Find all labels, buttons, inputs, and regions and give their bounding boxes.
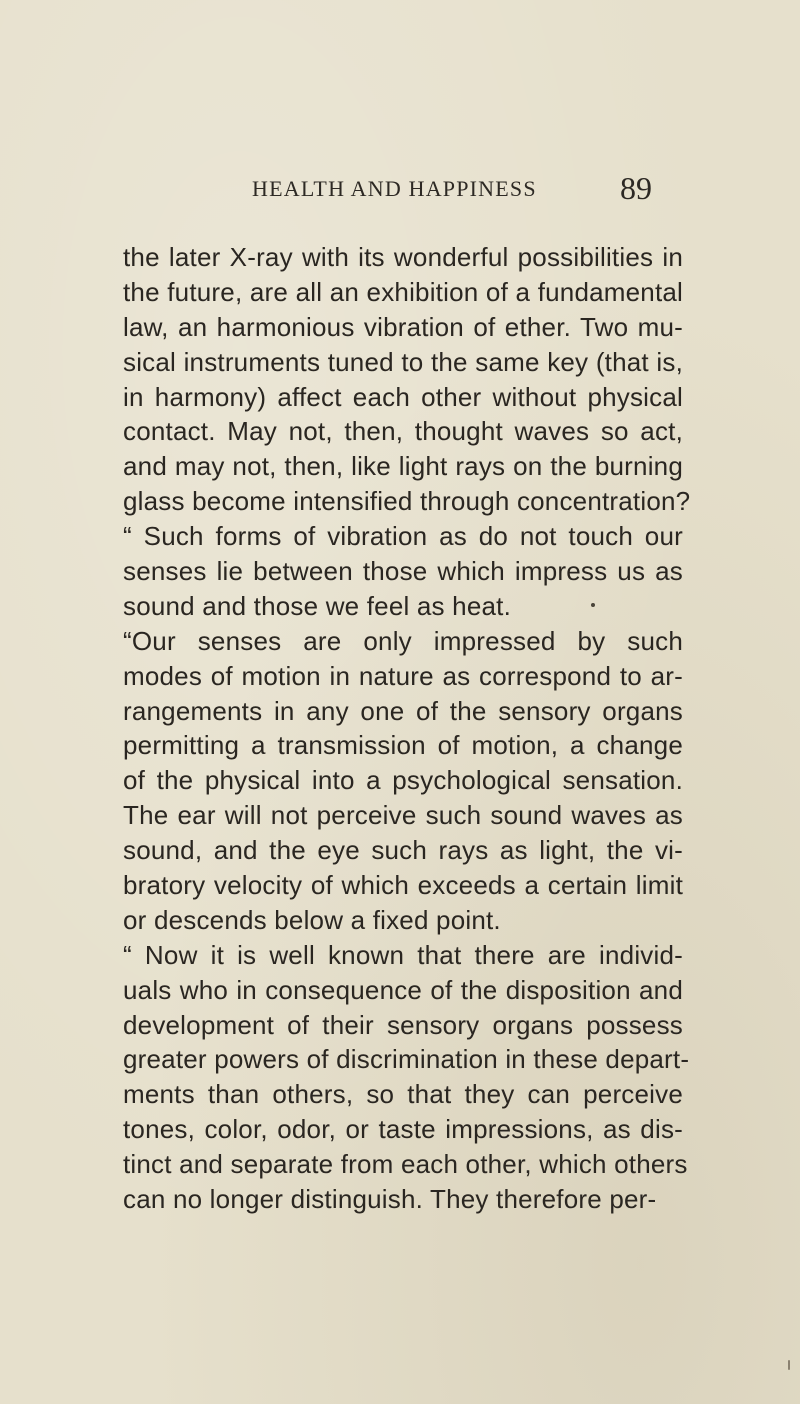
text-line: modes of motion in nature as correspond to ar- bbox=[123, 660, 683, 691]
text-line: sound and those we feel as heat. bbox=[123, 590, 512, 621]
text-line: uals who in consequence of the disposition and bbox=[123, 974, 683, 1005]
text-line: law, an harmonious vibration of ether. Two mu- bbox=[123, 311, 683, 342]
text-line: senses lie between those which impress us as bbox=[123, 556, 683, 587]
paper-speck bbox=[591, 603, 595, 607]
paper-speck bbox=[788, 1360, 790, 1370]
text-line: can no longer distinguish. They therefore per- bbox=[123, 1184, 657, 1215]
text-line: in harmony) affect each other without physical bbox=[123, 381, 683, 412]
text-line: or descends below a fixed point. bbox=[123, 904, 501, 935]
text-line: bratory velocity of which exceeds a certain limit bbox=[123, 870, 683, 901]
page-number: 89 bbox=[620, 170, 652, 206]
text-line: development of their sensory organs possess bbox=[123, 1009, 683, 1040]
running-title: HEALTH AND HAPPINESS bbox=[252, 176, 537, 201]
text-line: glass become intensified through concentration? bbox=[123, 486, 691, 517]
text-line: The ear will not perceive such sound waves as bbox=[123, 800, 683, 831]
text-line: ments than others, so that they can perceive bbox=[123, 1079, 683, 1110]
text-line: rangements in any one of the sensory organs bbox=[123, 695, 683, 726]
text-line: sound, and the eye such rays as light, the vi- bbox=[123, 835, 683, 866]
text-line: and may not, then, like light rays on the burning bbox=[123, 451, 683, 482]
text-line: sical instruments tuned to the same key (that is, bbox=[123, 346, 683, 377]
text-line: contact. May not, then, thought waves so act, bbox=[123, 416, 683, 447]
text-line: “Our senses are only impressed by such bbox=[123, 625, 683, 656]
text-line: of the physical into a psychological sensation. bbox=[123, 765, 683, 796]
text-line: permitting a transmission of motion, a change bbox=[123, 730, 683, 761]
text-line: “ Such forms of vibration as do not touch our bbox=[123, 521, 683, 552]
body-text bbox=[123, 240, 691, 1217]
running-head bbox=[252, 172, 652, 206]
text-line: greater powers of discrimination in these depart- bbox=[123, 1044, 690, 1075]
text-line: the future, are all an exhibition of a fundamental bbox=[123, 276, 683, 307]
text-line: the later X-ray with its wonderful possibilities in bbox=[123, 242, 683, 272]
text-line: tinct and separate from each other, which others bbox=[123, 1149, 688, 1180]
text-line: “ Now it is well known that there are individ- bbox=[123, 939, 683, 970]
text-line: tones, color, odor, or taste impressions, as dis- bbox=[123, 1114, 683, 1145]
